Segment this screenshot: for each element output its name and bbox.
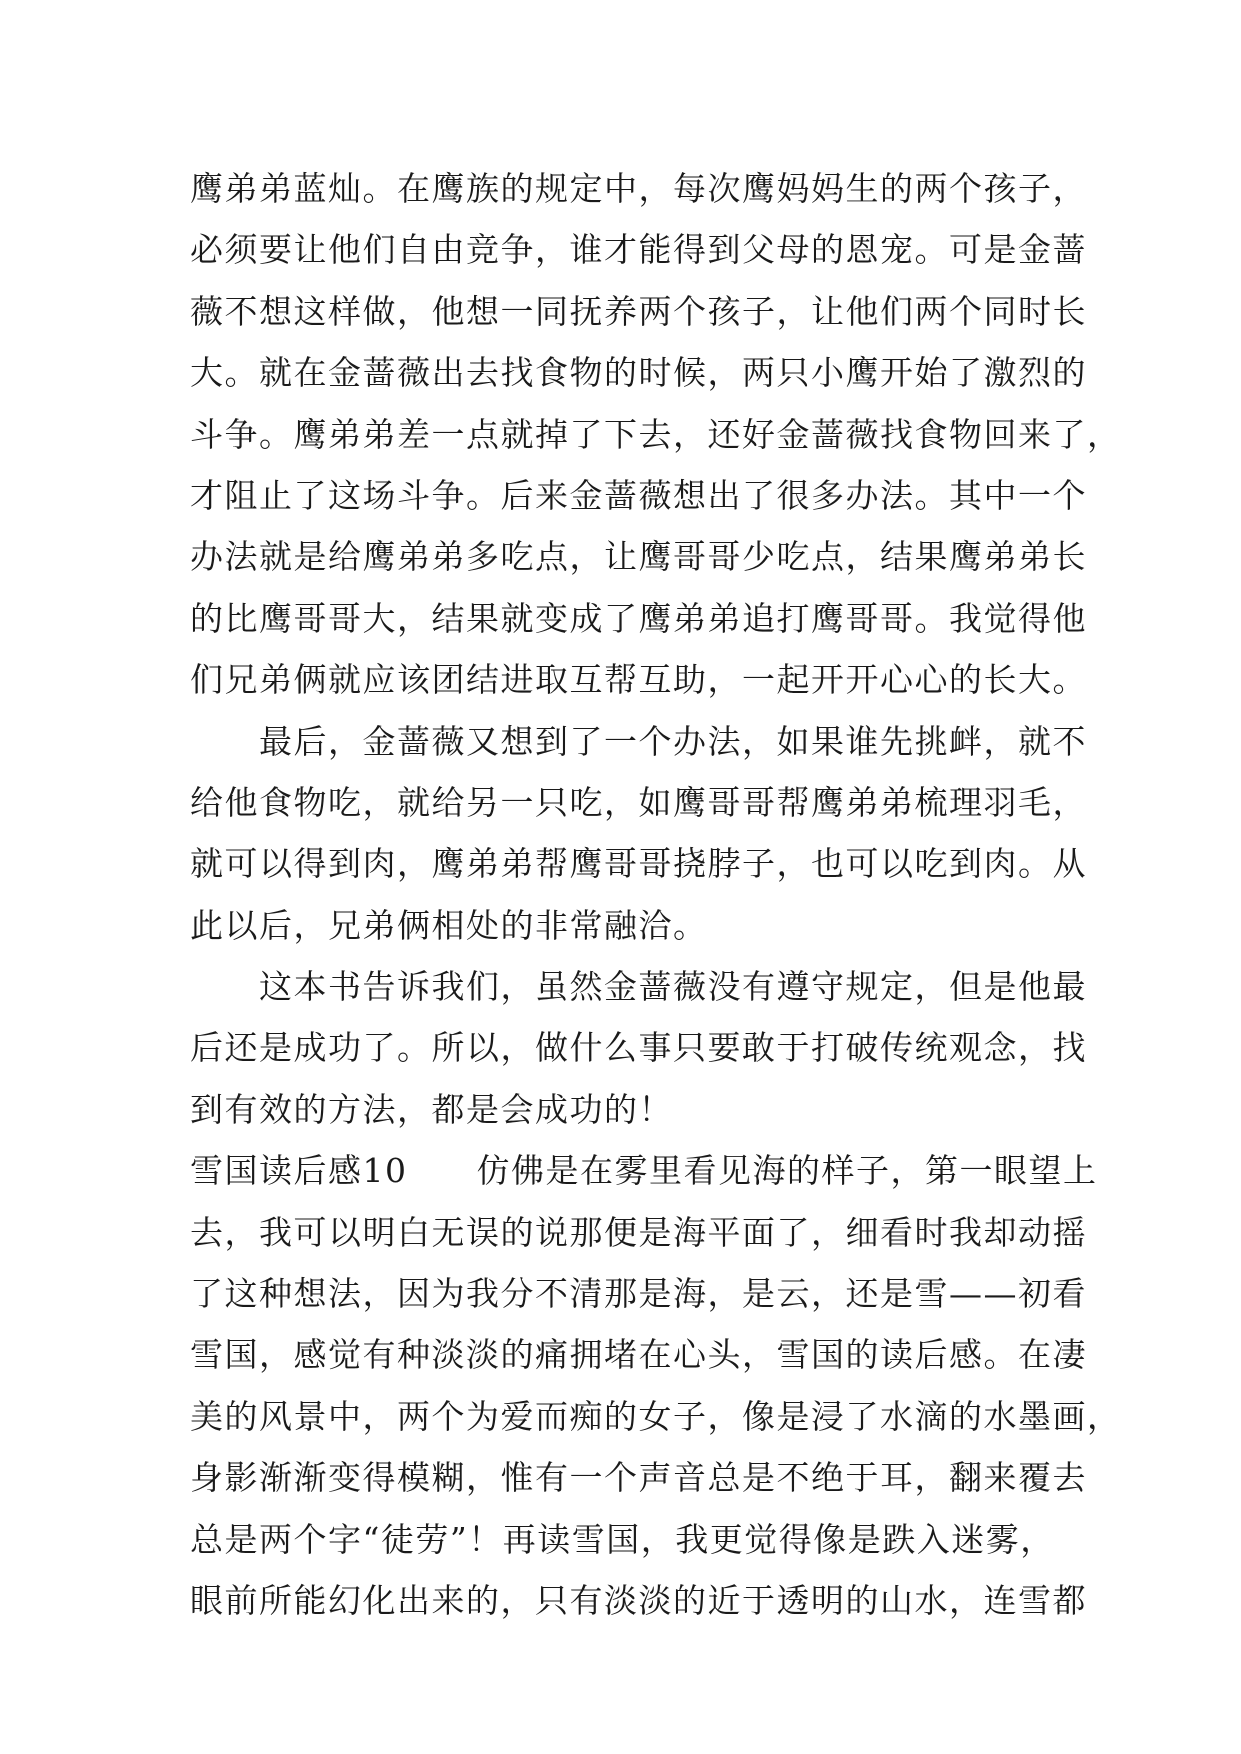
- text-line: 身影渐渐变得模糊，惟有一个声音总是不绝于耳，翻来覆去: [190, 1458, 1087, 1498]
- section-heading-line: 雪国读后感10 仿佛是在雾里看见海的样子，第一眼望上: [190, 1151, 1098, 1191]
- text-line: 的比鹰哥哥大，结果就变成了鹰弟弟追打鹰哥哥。我觉得他: [190, 598, 1087, 638]
- text-line: 鹰弟弟蓝灿。在鹰族的规定中，每次鹰妈妈生的两个孩子，: [190, 169, 1087, 208]
- text-line: 这本书告诉我们，虽然金蔷薇没有遵守规定，但是他最: [190, 967, 1087, 1007]
- body-text: [190, 158, 1122, 1631]
- text-line: 就可以得到肉，鹰弟弟帮鹰哥哥挠脖子，也可以吃到肉。从: [190, 844, 1087, 884]
- text-line: 大。就在金蔷薇出去找食物的时候，两只小鹰开始了激烈的: [190, 353, 1087, 393]
- text-line: 最后，金蔷薇又想到了一个办法，如果谁先挑衅，就不: [190, 721, 1087, 761]
- text-line: 美的风景中，两个为爱而痴的女子，像是浸了水滴的水墨画，: [190, 1396, 1122, 1436]
- text-line: 后还是成功了。所以，做什么事只要敢于打破传统观念，找: [190, 1028, 1087, 1068]
- text-line: 去，我可以明白无误的说那便是海平面了，细看时我却动摇: [190, 1212, 1087, 1252]
- text-line: 必须要让他们自由竞争，谁才能得到父母的恩宠。可是金蔷: [190, 230, 1087, 270]
- text-line: 给他食物吃，就给另一只吃，如鹰哥哥帮鹰弟弟梳理羽毛，: [190, 782, 1087, 822]
- text-line: 薇不想这样做，他想一同抚养两个孩子，让他们两个同时长: [190, 291, 1087, 331]
- text-line: 眼前所能幻化出来的，只有淡淡的近于透明的山水，连雪都: [190, 1580, 1087, 1620]
- text-line: 此以后，兄弟俩相处的非常融洽。: [190, 905, 708, 945]
- text-line: 斗争。鹰弟弟差一点就掉了下去，还好金蔷薇找食物回来了，: [190, 414, 1122, 454]
- text-line: 们兄弟俩就应该团结进取互帮互助，一起开开心心的长大。: [190, 660, 1087, 700]
- text-line: 才阻止了这场斗争。后来金蔷薇想出了很多办法。其中一个: [190, 475, 1087, 515]
- text-line: 办法就是给鹰弟弟多吃点，让鹰哥哥少吃点，结果鹰弟弟长: [190, 537, 1087, 577]
- text-line: 雪国，感觉有种淡淡的痛拥堵在心头，雪国的读后感。在凄: [190, 1335, 1087, 1375]
- text-line: 了这种想法，因为我分不清那是海，是云，还是雪——初看: [190, 1274, 1087, 1314]
- text-line: 到有效的方法，都是会成功的！: [190, 1089, 673, 1129]
- text-line: 总是两个字“徒劳”！再读雪国，我更觉得像是跌入迷雾，: [190, 1519, 1055, 1559]
